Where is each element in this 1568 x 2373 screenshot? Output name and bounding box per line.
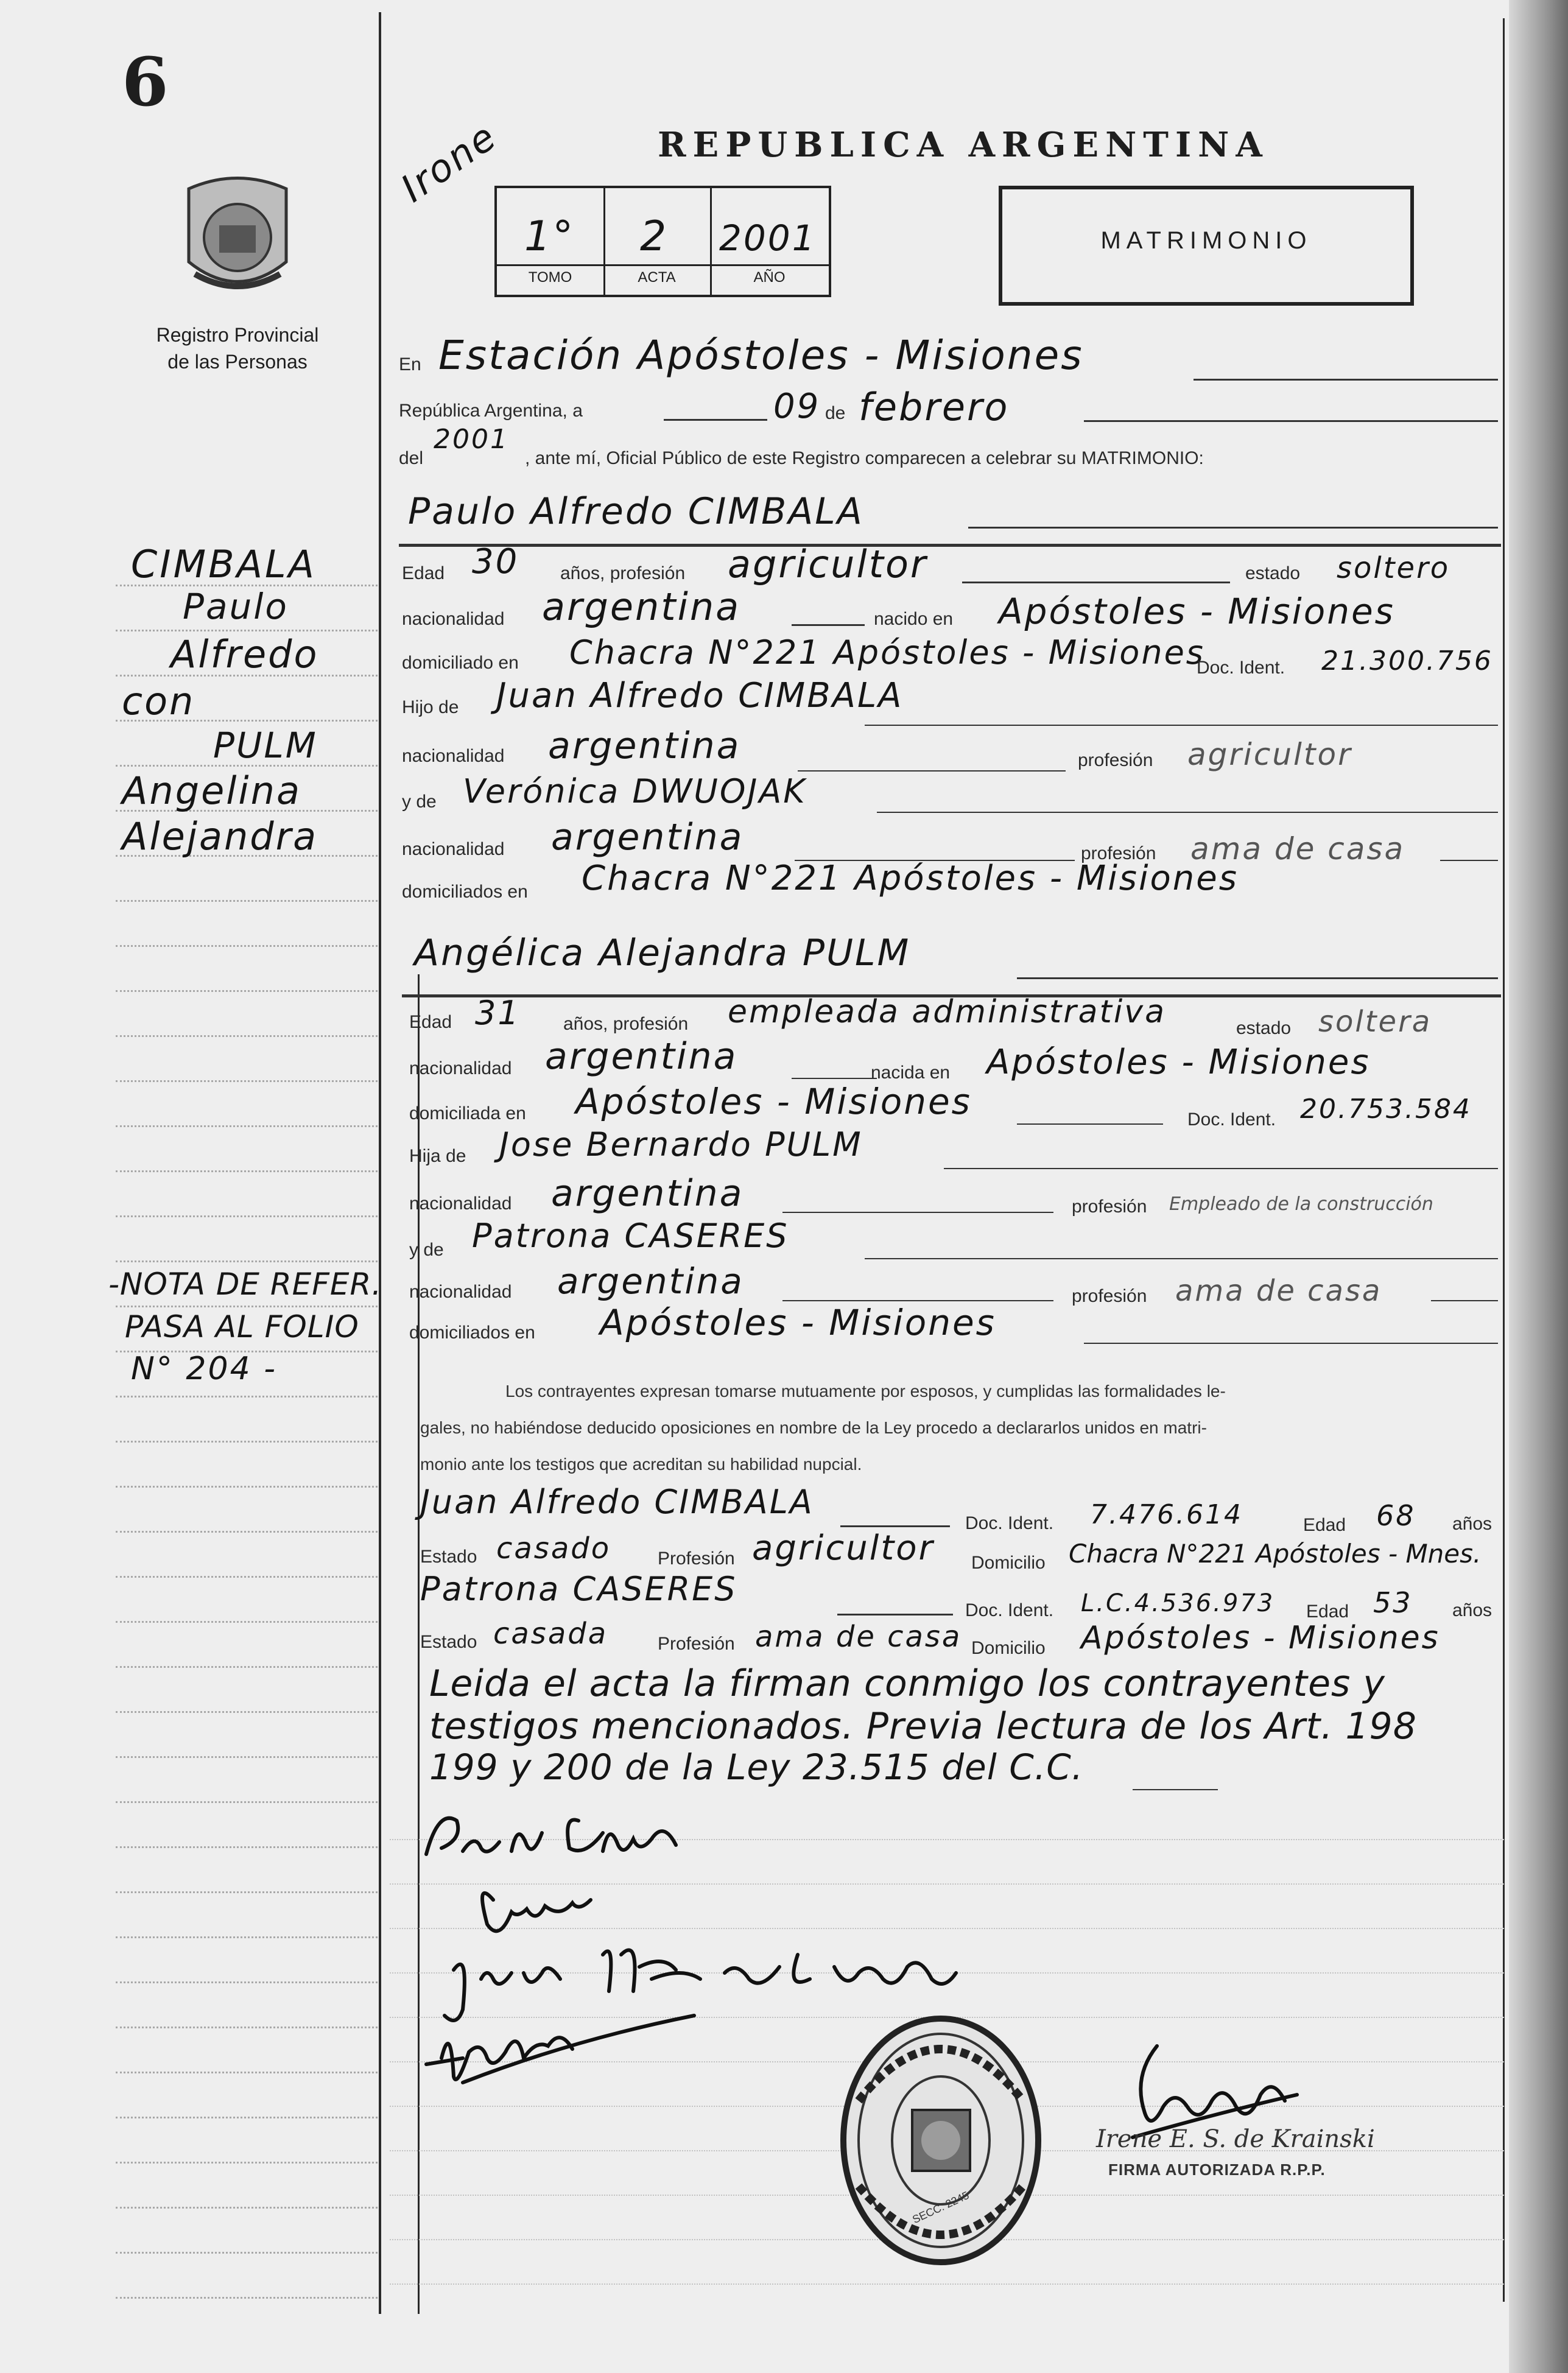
witness-1-domicile: Chacra N°221 Apóstoles - Mnes. (1069, 1539, 1482, 1569)
right-border (1503, 18, 1505, 2302)
bride-father-profession: Empleado de la construcción (1169, 1194, 1433, 1215)
tomo-cell: 1° (497, 188, 605, 295)
margin-ruled-line (116, 1891, 378, 1893)
inner-divider (418, 974, 420, 2314)
margin-ruled-line (116, 1621, 378, 1623)
registry-emblem-icon (177, 171, 298, 304)
bride-father-nationality: argentina (551, 1172, 744, 1215)
margin-ruled-line (116, 1756, 378, 1758)
marriage-month: febrero (859, 385, 1010, 429)
margin-ruled-line (116, 630, 378, 631)
margin-ruled-line (116, 1486, 378, 1488)
margin-ruled-line (116, 2117, 378, 2118)
reference-note-1: -NOTA DE REFER. (108, 1267, 382, 1302)
witness-2-name: Patrona CASERES (420, 1570, 737, 1608)
margin-ruled-line (116, 900, 378, 902)
margin-name-angelina: Angelina (122, 768, 301, 813)
margin-ruled-line (116, 1080, 378, 1082)
margin-ruled-line (116, 2072, 378, 2073)
bride-profession: empleada administrativa (728, 994, 1166, 1030)
margin-ruled-line (116, 1846, 378, 1848)
bride-mother: Patrona CASERES (472, 1217, 789, 1255)
bride-mother-profession: ama de casa (1175, 1274, 1382, 1308)
margin-ruled-line (116, 1711, 378, 1713)
margin-name-alejandra: Alejandra (122, 814, 318, 859)
witness-2-status: casada (493, 1617, 608, 1651)
republic-label: República Argentina, a (399, 401, 583, 421)
witness-2-age: 53 (1373, 1586, 1413, 1619)
margin-ruled-line (116, 1396, 378, 1397)
margin-divider (379, 12, 381, 2314)
location: Estación Apóstoles - Misiones (438, 332, 1084, 379)
groom-profession: agricultor (728, 542, 928, 586)
official-title: FIRMA AUTORIZADA R.P.P. (1108, 2160, 1326, 2179)
closing-line-1: Leida el acta la firman conmigo los contrayentes y (429, 1662, 1385, 1705)
witness-2-domicile: Apóstoles - Misiones (1081, 1620, 1440, 1656)
bride-name: Angélica Alejandra PULM (414, 932, 911, 974)
initials-signature: Irone (392, 113, 505, 211)
margin-ruled-line (116, 2207, 378, 2209)
margin-ruled-line (116, 1306, 378, 1307)
bride-doc: 20.753.584 (1300, 1094, 1472, 1125)
registry-name: Registro Provincial de las Personas (156, 324, 319, 373)
marriage-year: 2001 (434, 424, 509, 455)
acta-cell: 2 (603, 188, 712, 295)
margin-ruled-line (116, 1035, 378, 1037)
statement: , ante mí, Oficial Público de este Registro comparecen a celebrar su MATRIMONIO: (525, 448, 1204, 468)
groom-doc: 21.300.756 (1321, 645, 1493, 677)
margin-ruled-line (116, 1125, 378, 1127)
ano-cell: 2001 (719, 217, 817, 259)
closing-line-2: testigos mencionados. Previa lectura de los Art. 198 (429, 1705, 1417, 1748)
groom-birthplace: Apóstoles - Misiones (999, 591, 1395, 632)
document-page: 6 Registro Provincial de las Personas Irone REPUBLICA ARGENTINA 1° 2 2001 TOMO ACTA AÑO MATRIMONIO En Estación Apóstoles - Misiones República Argentina, a 09 de febrero del 2001 , ante mí, Oficial Público de este Registro comparecen a celebrar su MATRIMONIO: Paulo Alfredo CIMBALA Edad 30 años, profesión agricultor estado soltero nacionalidad argentina nacido en Apóstoles - Misiones domiciliado en Chacra N°221 Apóstoles - Misiones Doc. Ident. 21.300.756 Hijo de Juan Alfredo CIMBALA nacionalidad argentina profesión agricultor y de Verónica DWUOJAK nacionalidad argentina profesión ama de casa domiciliados en Chacra N°221 Apóstoles - Misiones Angélica Alejandra PULM Edad 31 años, profesión empleada administrativa estado soltera nacionalidad argentina nacida en Apóstoles - Misiones domiciliada en Apóstoles - Misiones Doc. Ident. 20.753.584 Hija de Jose Bernardo PULM nacionalidad argentina profesión Empleado de la construcción y de Patrona CASERES nacionalidad argentina profesión ama de casa domiciliados en Apóstoles - Misiones Los contrayentes expresan tomarse mutuamente por esposos, y cumplidas las formalidades le- gales, no habiéndose deducido oposiciones en nombre de la Ley procedo a declararlos unidos en matri- monio ante los testigos que acreditan su habilidad nupcial. Juan Alfredo CIMBALA Doc. Ident. 7.476.614 Edad 68 años Estado casado Profesión agricultor Domicilio Chacra N°221 Apóstoles - Mnes. Patrona CASERES Doc. Ident. L.C.4.536.973 Edad 53 años Estado casada Profesión ama de casa Domicilio Apóstoles - Misiones Leida el acta la firman conmigo los contrayentes y testigos mencionados. Previa lectura de los Art. 198 199 y 200 de la Ley 23.515 del C.C. SECC. 2245 Irene E. S. de Krainski FIRMA AUTORIZADA R.P.P. CIMBALA Paulo Alfredo con PULM Angelina Alejandra -NOTA DE REFER. PASA AL FOLIO N° 204 - (0, 0, 1568, 2373)
bride-mother-nationality: argentina (557, 1260, 744, 1302)
bride-status: soltera (1318, 1005, 1432, 1039)
groom-mother-nationality: argentina (551, 816, 744, 859)
official-signature-icon (1096, 2040, 1315, 2180)
groom-father: Juan Alfredo CIMBALA (496, 676, 904, 715)
margin-ruled-line (116, 1170, 378, 1172)
groom-mother: Verónica DWUOJAK (463, 772, 807, 810)
margin-ruled-line (116, 2252, 378, 2254)
reference-note-3: N° 204 - (131, 1351, 277, 1387)
margin-ruled-line (116, 1441, 378, 1443)
bride-father: Jose Bernardo PULM (499, 1125, 863, 1164)
witness-1-status: casado (496, 1531, 611, 1566)
seal-sec-text: SECC. 2245 (910, 2188, 971, 2226)
ruled-line (390, 2283, 1504, 2285)
declaration-text: Los contrayentes expresan tomarse mutuamente por esposos, y cumplidas las formalidades le- gales, no habiéndose deducido oposiciones en nombre de la Ley procedo a declararlos unidos en matri- monio ante los testigos que acreditan su habilidad nupcial. (420, 1382, 1226, 1474)
margin-surname-2: PULM (213, 725, 318, 766)
groom-father-nationality: argentina (548, 725, 741, 767)
margin-ruled-line (116, 1666, 378, 1668)
witness-1-doc: 7.476.614 (1090, 1499, 1243, 1530)
margin-ruled-line (116, 1801, 378, 1803)
groom-age: 30 (472, 542, 519, 582)
official-name-stamp: Irene E. S. de Krainski (1096, 2125, 1375, 2153)
margin-name-paulo: Paulo (183, 586, 289, 627)
bride-age: 31 (475, 994, 521, 1032)
margin-ruled-line (116, 1936, 378, 1938)
act-type-box: MATRIMONIO (999, 186, 1414, 306)
groom-parents-domicile: Chacra N°221 Apóstoles - Misiones (582, 859, 1239, 898)
book-binding (1509, 0, 1568, 2373)
document-title: REPUBLICA ARGENTINA (658, 125, 1269, 165)
reference-note-2: PASA AL FOLIO (125, 1309, 359, 1345)
witness-2-doc: L.C.4.536.973 (1081, 1589, 1275, 1617)
margin-name-alfredo: Alfredo (171, 632, 319, 677)
margin-surname-1: CIMBALA (131, 542, 317, 586)
bride-birthplace: Apóstoles - Misiones (986, 1042, 1371, 1082)
record-number-box: 1° 2 2001 TOMO ACTA AÑO (494, 186, 831, 297)
margin-ruled-line (116, 1576, 378, 1578)
witness-1-age: 68 (1376, 1499, 1416, 1532)
bride-parents-domicile: Apóstoles - Misiones (600, 1302, 996, 1343)
groom-domicile: Chacra N°221 Apóstoles - Misiones (569, 633, 1205, 672)
groom-status: soltero (1337, 551, 1450, 585)
margin-ruled-line (116, 1215, 378, 1217)
margin-ruled-line (116, 945, 378, 947)
en-label: En (399, 354, 421, 374)
margin-ruled-line (116, 2162, 378, 2164)
margin-con: con (122, 679, 195, 723)
groom-father-profession: agricultor (1187, 737, 1352, 772)
groom-name: Paulo Alfredo CIMBALA (408, 490, 864, 533)
margin-ruled-line (116, 2297, 378, 2299)
witness-2-profession: ama de casa (755, 1620, 962, 1654)
official-seal-icon (834, 2009, 1047, 2271)
witness-1-name: Juan Alfredo CIMBALA (420, 1483, 814, 1521)
margin-ruled-line (116, 2027, 378, 2028)
marriage-day: 09 (773, 387, 821, 426)
groom-mother-profession: ama de casa (1190, 831, 1405, 867)
groom-nationality: argentina (542, 585, 741, 629)
bride-nationality: argentina (545, 1035, 738, 1078)
bride-domicile: Apóstoles - Misiones (575, 1081, 972, 1122)
closing-line-3: 199 y 200 de la Ley 23.515 del C.C. (429, 1746, 1084, 1788)
margin-ruled-line (116, 990, 378, 992)
margin-ruled-line (116, 1531, 378, 1533)
witness-1-profession: agricultor (752, 1528, 935, 1568)
margin-ruled-line (116, 1260, 378, 1262)
margin-ruled-line (116, 1981, 378, 1983)
page-number: 6 (122, 43, 169, 121)
